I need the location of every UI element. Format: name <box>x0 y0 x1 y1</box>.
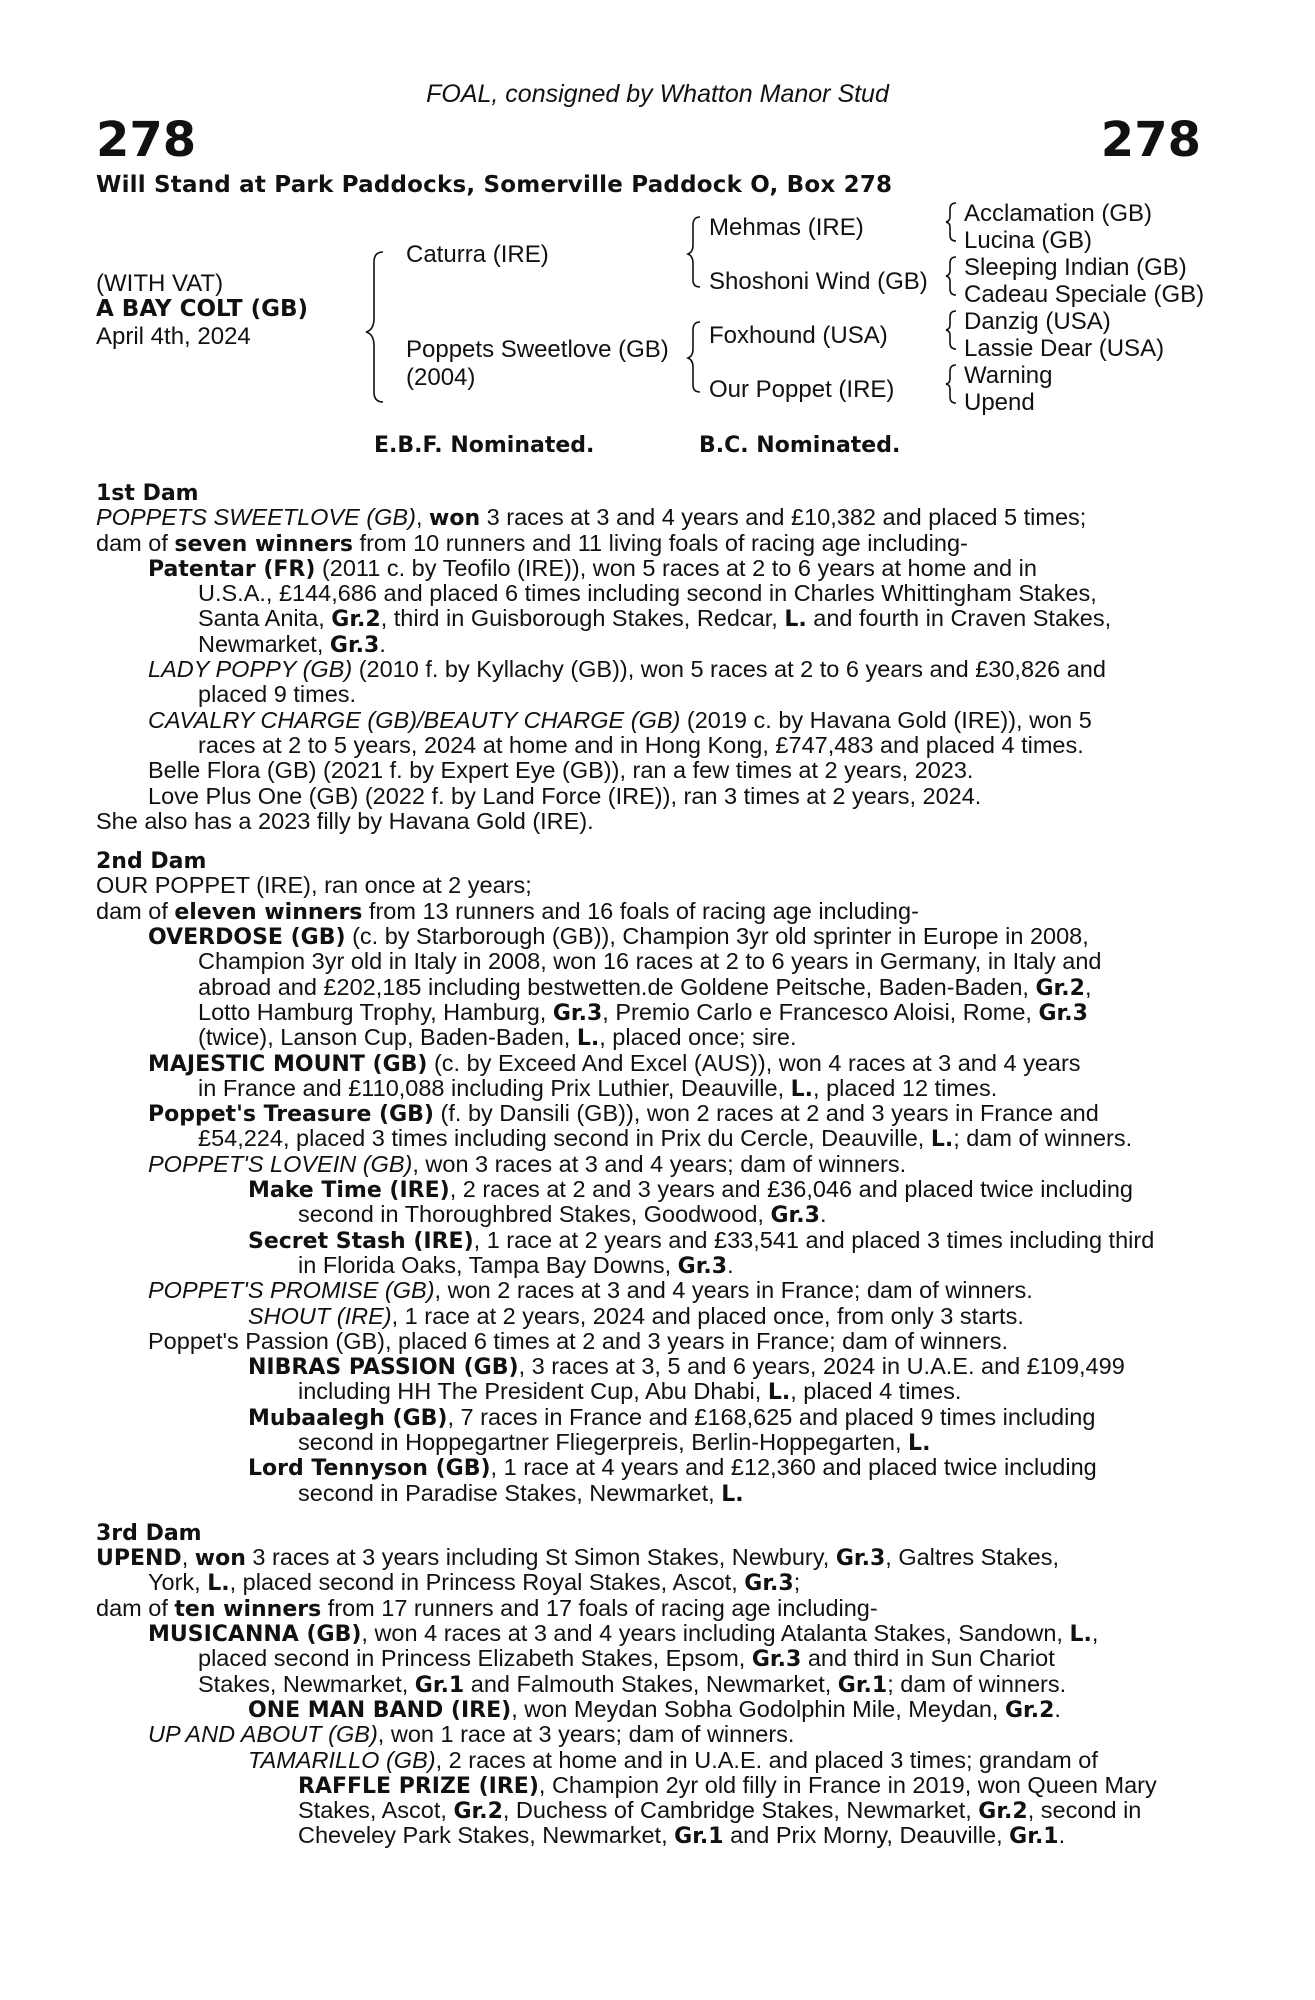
text: OUR POPPET (IRE), ran once at 2 years; <box>96 872 532 899</box>
record-line <box>96 1621 1201 1646</box>
bold-text: Gr.1 <box>414 1672 465 1698</box>
bold-text: Gr.2 <box>453 1799 503 1825</box>
record-line <box>96 1646 1201 1671</box>
sire-name: Caturra (IRE) <box>406 241 549 268</box>
section-heading <box>96 848 1201 873</box>
record-line <box>96 1773 1201 1798</box>
bold-text: won <box>429 506 481 532</box>
text: Lotto Hamburg Trophy, Hamburg, <box>198 998 553 1025</box>
text: Stakes, Newmarket, <box>198 1670 415 1697</box>
ebf-nomination: E.B.F. Nominated. <box>374 433 595 458</box>
text: , Premio Carlo e Francesco Aloisi, Rome, <box>602 998 1039 1025</box>
record-line <box>96 657 1201 682</box>
text: , <box>181 1544 195 1571</box>
record-line <box>96 682 1201 707</box>
record-line <box>96 1481 1201 1506</box>
bold-text: Poppet's Treasure (GB) <box>148 1102 434 1128</box>
bold-text: L. <box>1069 1622 1092 1648</box>
bold-text: L. <box>908 1430 931 1456</box>
bold-text: RAFFLE PRIZE (IRE) <box>298 1773 539 1799</box>
text: and Falmouth Stakes, Newmarket, <box>464 1670 838 1697</box>
main-bracket <box>366 252 383 402</box>
section-gap <box>96 1506 1201 1520</box>
stabling-location: Will Stand at Park Paddocks, Somerville Paddock O, Box 278 <box>96 172 893 198</box>
text: , 1 race at 4 years and £12,360 and placed twice including <box>490 1454 1097 1481</box>
record-line <box>96 1596 1201 1621</box>
record-line <box>96 1304 1201 1329</box>
ggp-2: Lucina (GB) <box>964 227 1093 254</box>
vat-note: (WITH VAT) <box>96 270 224 297</box>
text: , 1 race at 2 years, 2024 and placed once, from only 3 starts. <box>391 1302 1024 1329</box>
text: She also has a 2023 filly by Havana Gold (IRE). <box>96 807 594 834</box>
italic-text: POPPET'S PROMISE (GB) <box>148 1277 435 1304</box>
text: , 2 races at 2 and 3 years and £36,046 and placed twice including <box>449 1176 1133 1203</box>
record-line <box>96 1202 1201 1227</box>
text: . <box>1058 1822 1066 1849</box>
text: ; dam of winners. <box>953 1125 1133 1152</box>
ggp-8: Upend <box>964 389 1035 416</box>
text: (twice), Lanson Cup, Baden-Baden, <box>198 1024 577 1051</box>
bold-text: ONE MAN BAND (IRE) <box>248 1697 512 1723</box>
bold-text: eleven winners <box>174 899 363 925</box>
record-line <box>96 1126 1201 1151</box>
bracket-shoshoni <box>946 257 956 295</box>
text: Newmarket, <box>198 630 330 657</box>
record-line <box>96 733 1201 758</box>
section-heading <box>96 1520 1201 1545</box>
text: abroad and £202,185 including bestwetten.de Goldene Peitsche, Baden-Baden, <box>198 973 1036 1000</box>
bold-text: Gr.3 <box>751 1647 802 1673</box>
text: . <box>727 1251 734 1278</box>
italic-text: LADY POPPY (GB) <box>148 656 353 683</box>
text: Love Plus One (GB) (2022 f. by Land Force (IRE)), ran 3 times at 2 years, 2024. <box>148 782 982 809</box>
ggp-3: Sleeping Indian (GB) <box>964 254 1187 281</box>
record-line <box>96 784 1201 809</box>
bold-text: Gr.1 <box>1009 1824 1059 1850</box>
bold-text: Gr.3 <box>835 1546 886 1572</box>
record-line <box>96 1430 1201 1455</box>
bold-text: Gr.2 <box>978 1799 1028 1825</box>
bold-text: L. <box>576 1026 600 1052</box>
ggp-5: Danzig (USA) <box>964 308 1111 335</box>
text: ; <box>793 1569 801 1596</box>
record-line <box>96 1697 1201 1722</box>
sire-bracket <box>688 217 700 287</box>
record-line <box>96 1253 1201 1278</box>
section-heading <box>96 480 1201 505</box>
bold-text: L. <box>930 1127 954 1153</box>
text: , <box>1084 973 1092 1000</box>
section-gap <box>96 834 1201 848</box>
bold-text: Gr.3 <box>552 1000 603 1026</box>
dam-sire: Foxhound (USA) <box>709 322 888 349</box>
bold-text: NIBRAS PASSION (GB) <box>248 1355 519 1381</box>
record-line <box>96 1545 1201 1570</box>
bold-text: L. <box>784 607 807 633</box>
foaling-date: April 4th, 2024 <box>96 323 251 350</box>
dam-year: (2004) <box>406 364 476 391</box>
bold-text: MAJESTIC MOUNT (GB) <box>148 1051 428 1077</box>
text: , won 4 races at 3 and 4 years including Atalanta Stakes, Sandown, <box>361 1620 1070 1647</box>
text: Santa Anita, <box>198 605 332 632</box>
bold-text: L. <box>207 1571 230 1597</box>
bold-text: Gr.2 <box>331 607 381 633</box>
bold-text: Gr.3 <box>329 632 380 658</box>
record-line <box>96 924 1201 949</box>
record-line <box>96 1177 1201 1202</box>
text: (2011 c. by Teofilo (IRE)), won 5 races at 2 to 6 years at home and in <box>315 554 1037 581</box>
record-line <box>96 975 1201 1000</box>
bold-text: Gr.3 <box>770 1203 820 1229</box>
bold-text: UPEND <box>96 1546 182 1572</box>
text: second in Thoroughbred Stakes, Goodwood, <box>298 1201 771 1228</box>
text: second in Paradise Stakes, Newmarket, <box>298 1479 722 1506</box>
record-line <box>96 1152 1201 1177</box>
record-line <box>96 1329 1201 1354</box>
record-line <box>96 873 1201 898</box>
text: , placed 12 times. <box>813 1074 998 1101</box>
text: dam of <box>96 529 175 556</box>
bold-text: Lord Tennyson (GB) <box>248 1456 491 1482</box>
text: , 3 races at 3, 5 and 6 years, 2024 in U.A.E. and £109,499 <box>518 1353 1125 1380</box>
text: dam of <box>96 1594 175 1621</box>
consignment-line: FOAL, consigned by Whatton Manor Stud <box>426 80 889 108</box>
lot-number-right: 278 <box>1100 112 1201 168</box>
record-line <box>96 1798 1201 1823</box>
heading-text: 1st Dam <box>96 481 199 506</box>
bold-text: Gr.2 <box>1004 1697 1055 1723</box>
text: , won 2 races at 3 and 4 years in France; dam of winners. <box>434 1277 1033 1304</box>
text: dam of <box>96 897 175 924</box>
record-line <box>96 606 1201 631</box>
text: from 13 runners and 16 foals of racing age including- <box>362 897 919 924</box>
record-line <box>96 949 1201 974</box>
heading-text: 2nd Dam <box>96 849 207 875</box>
heading-text: 3rd Dam <box>96 1520 202 1546</box>
text: including HH The President Cup, Abu Dhabi, <box>298 1378 768 1405</box>
text: and Prix Morny, Deauville, <box>723 1822 1010 1849</box>
text: , placed once; sire. <box>599 1024 797 1051</box>
italic-text: CAVALRY CHARGE (GB)/BEAUTY CHARGE (GB) <box>148 706 681 733</box>
record-line <box>96 531 1201 556</box>
dam-bracket <box>688 322 700 392</box>
record-line <box>96 899 1201 924</box>
text: (c. by Exceed And Excel (AUS)), won 4 races at 3 and 4 years <box>427 1049 1081 1076</box>
text: , won 1 race at 3 years; dam of winners. <box>377 1721 795 1748</box>
bracket-ourpoppet <box>946 365 956 403</box>
text: ; dam of winners. <box>887 1670 1067 1697</box>
lot-description: A BAY COLT (GB) <box>96 296 309 322</box>
bold-text: seven winners <box>174 531 354 557</box>
text: . <box>819 1201 827 1228</box>
bold-text: OVERDOSE (GB) <box>148 925 346 951</box>
text: (f. by Dansili (GB)), won 2 races at 2 and 3 years in France and <box>434 1100 1099 1127</box>
bold-text: ten winners <box>174 1596 322 1622</box>
text: Belle Flora (GB) (2021 f. by Expert Eye (GB)), ran a few times at 2 years, 2023. <box>148 757 974 784</box>
record-line <box>96 1228 1201 1253</box>
text: (2010 f. by Kyllachy (GB)), won 5 races at 2 to 6 years and £30,826 and <box>352 656 1106 683</box>
record-line <box>96 1455 1201 1480</box>
italic-text: POPPET'S LOVEIN (GB) <box>148 1150 413 1177</box>
bracket-mehmas <box>946 203 956 241</box>
text: , 1 race at 2 years and £33,541 and placed 3 times including third <box>473 1226 1155 1253</box>
italic-text: TAMARILLO (GB) <box>248 1746 436 1773</box>
text: , won 3 races at 3 and 4 years; dam of winners. <box>412 1150 907 1177</box>
text: , won Meydan Sobha Godolphin Mile, Meydan, <box>511 1695 1005 1722</box>
text: , Galtres Stakes, <box>885 1544 1059 1571</box>
text: York, <box>148 1569 208 1596</box>
text: from 17 runners and 17 foals of racing age including- <box>321 1594 878 1621</box>
ggp-7: Warning <box>964 362 1053 389</box>
text: in Florida Oaks, Tampa Bay Downs, <box>298 1251 678 1278</box>
text: , second in <box>1027 1797 1142 1824</box>
text: Stakes, Ascot, <box>298 1797 454 1824</box>
text: Cheveley Park Stakes, Newmarket, <box>298 1822 675 1849</box>
record-line <box>96 1722 1201 1747</box>
bold-text: Gr.2 <box>1035 975 1085 1001</box>
sire-dam: Shoshoni Wind (GB) <box>709 268 928 295</box>
text: . <box>379 630 386 657</box>
record-line <box>96 581 1201 606</box>
bold-text: Gr.1 <box>837 1672 888 1698</box>
text: , third in Guisborough Stakes, Redcar, <box>380 605 785 632</box>
text: 3 races at 3 years including St Simon Stakes, Newbury, <box>245 1544 836 1571</box>
text: £54,224, placed 3 times including second in Prix du Cercle, Deauville, <box>198 1125 931 1152</box>
text: (c. by Starborough (GB)), Champion 3yr old sprinter in Europe in 2008, <box>345 923 1089 950</box>
bracket-foxhound <box>946 311 956 349</box>
sire-sire: Mehmas (IRE) <box>709 214 864 241</box>
dam-dam: Our Poppet (IRE) <box>709 376 895 403</box>
text: , placed second in Princess Royal Stakes, Ascot, <box>229 1569 745 1596</box>
ggp-1: Acclamation (GB) <box>964 200 1153 227</box>
record-line <box>96 1278 1201 1303</box>
ggp-6: Lassie Dear (USA) <box>964 335 1165 362</box>
bold-text: Make Time (IRE) <box>248 1178 450 1204</box>
text: . <box>1054 1695 1061 1722</box>
text: , 2 races at home and in U.A.E. and placed 3 times; grandam of <box>435 1746 1098 1773</box>
lot-number-left: 278 <box>96 112 197 168</box>
record-line <box>96 1570 1201 1595</box>
italic-text: SHOUT (IRE) <box>248 1302 392 1329</box>
text: in France and £110,088 including Prix Luthier, Deauville, <box>198 1074 791 1101</box>
italic-text: POPPETS SWEETLOVE (GB) <box>96 504 416 531</box>
text: , Champion 2yr old filly in France in 2019, won Queen Mary <box>538 1771 1157 1798</box>
italic-text: UP AND ABOUT (GB) <box>148 1721 378 1748</box>
bold-text: Mubaalegh (GB) <box>248 1405 448 1431</box>
bold-text: Patentar (FR) <box>148 556 316 582</box>
text: 3 races at 3 and 4 years and £10,382 and placed 5 times; <box>480 504 1087 531</box>
bold-text: Gr.1 <box>674 1824 724 1850</box>
record-line <box>96 556 1201 581</box>
text: and third in Sun Chariot <box>801 1645 1055 1672</box>
record-line <box>96 1823 1201 1848</box>
bold-text: Secret Stash (IRE) <box>248 1228 474 1254</box>
text: races at 2 to 5 years, 2024 at home and in Hong Kong, £747,483 and placed 4 times. <box>198 731 1084 758</box>
dam-name: Poppets Sweetlove (GB) <box>406 336 669 363</box>
text: placed 9 times. <box>198 681 357 708</box>
text: Poppet's Passion (GB), placed 6 times at 2 and 3 years in France; dam of winners. <box>148 1327 1009 1354</box>
text: second in Hoppegartner Fliegerpreis, Berlin-Hoppegarten, <box>298 1428 909 1455</box>
record-line <box>96 505 1201 530</box>
bold-text: L. <box>721 1481 744 1507</box>
record-line <box>96 1379 1201 1404</box>
text: , 7 races in France and £168,625 and placed 9 times including <box>447 1403 1096 1430</box>
text: , <box>1091 1620 1099 1647</box>
bold-text: MUSICANNA (GB) <box>148 1622 362 1648</box>
bold-text: won <box>194 1546 246 1572</box>
text: , <box>415 504 429 531</box>
text: U.S.A., £144,686 and placed 6 times including second in Charles Whittingham Stakes, <box>198 580 1097 607</box>
text: and fourth in Craven Stakes, <box>806 605 1112 632</box>
record-line <box>96 1025 1201 1050</box>
record-line <box>96 1672 1201 1697</box>
text: , Duchess of Cambridge Stakes, Newmarket, <box>502 1797 979 1824</box>
record-line <box>96 1076 1201 1101</box>
bold-text: Gr.3 <box>744 1571 794 1597</box>
record-line <box>96 1748 1201 1773</box>
record-line <box>96 1405 1201 1430</box>
record-line <box>96 1354 1201 1379</box>
ggp-4: Cadeau Speciale (GB) <box>964 281 1205 308</box>
bc-nomination: B.C. Nominated. <box>699 433 901 458</box>
bold-text: L. <box>767 1380 791 1406</box>
record-line <box>96 1000 1201 1025</box>
record-line <box>96 758 1201 783</box>
record-line <box>96 809 1201 834</box>
record-line <box>96 708 1201 733</box>
bold-text: Gr.3 <box>677 1253 728 1279</box>
record-line <box>96 1101 1201 1126</box>
bold-text: Gr.3 <box>1038 1000 1088 1026</box>
bold-text: L. <box>790 1076 814 1102</box>
text: from 10 runners and 11 living foals of racing age including- <box>353 529 968 556</box>
text: placed second in Princess Elizabeth Stakes, Epsom, <box>198 1645 752 1672</box>
pedigree-brackets <box>0 0 1315 460</box>
record-line <box>96 632 1201 657</box>
text: , placed 4 times. <box>790 1378 962 1405</box>
produce-record <box>96 480 1201 1849</box>
text: (2019 c. by Havana Gold (IRE)), won 5 <box>680 706 1092 733</box>
text: Champion 3yr old in Italy in 2008, won 16 races at 2 to 6 years in Germany, in Italy and <box>198 948 1102 975</box>
record-line <box>96 1051 1201 1076</box>
